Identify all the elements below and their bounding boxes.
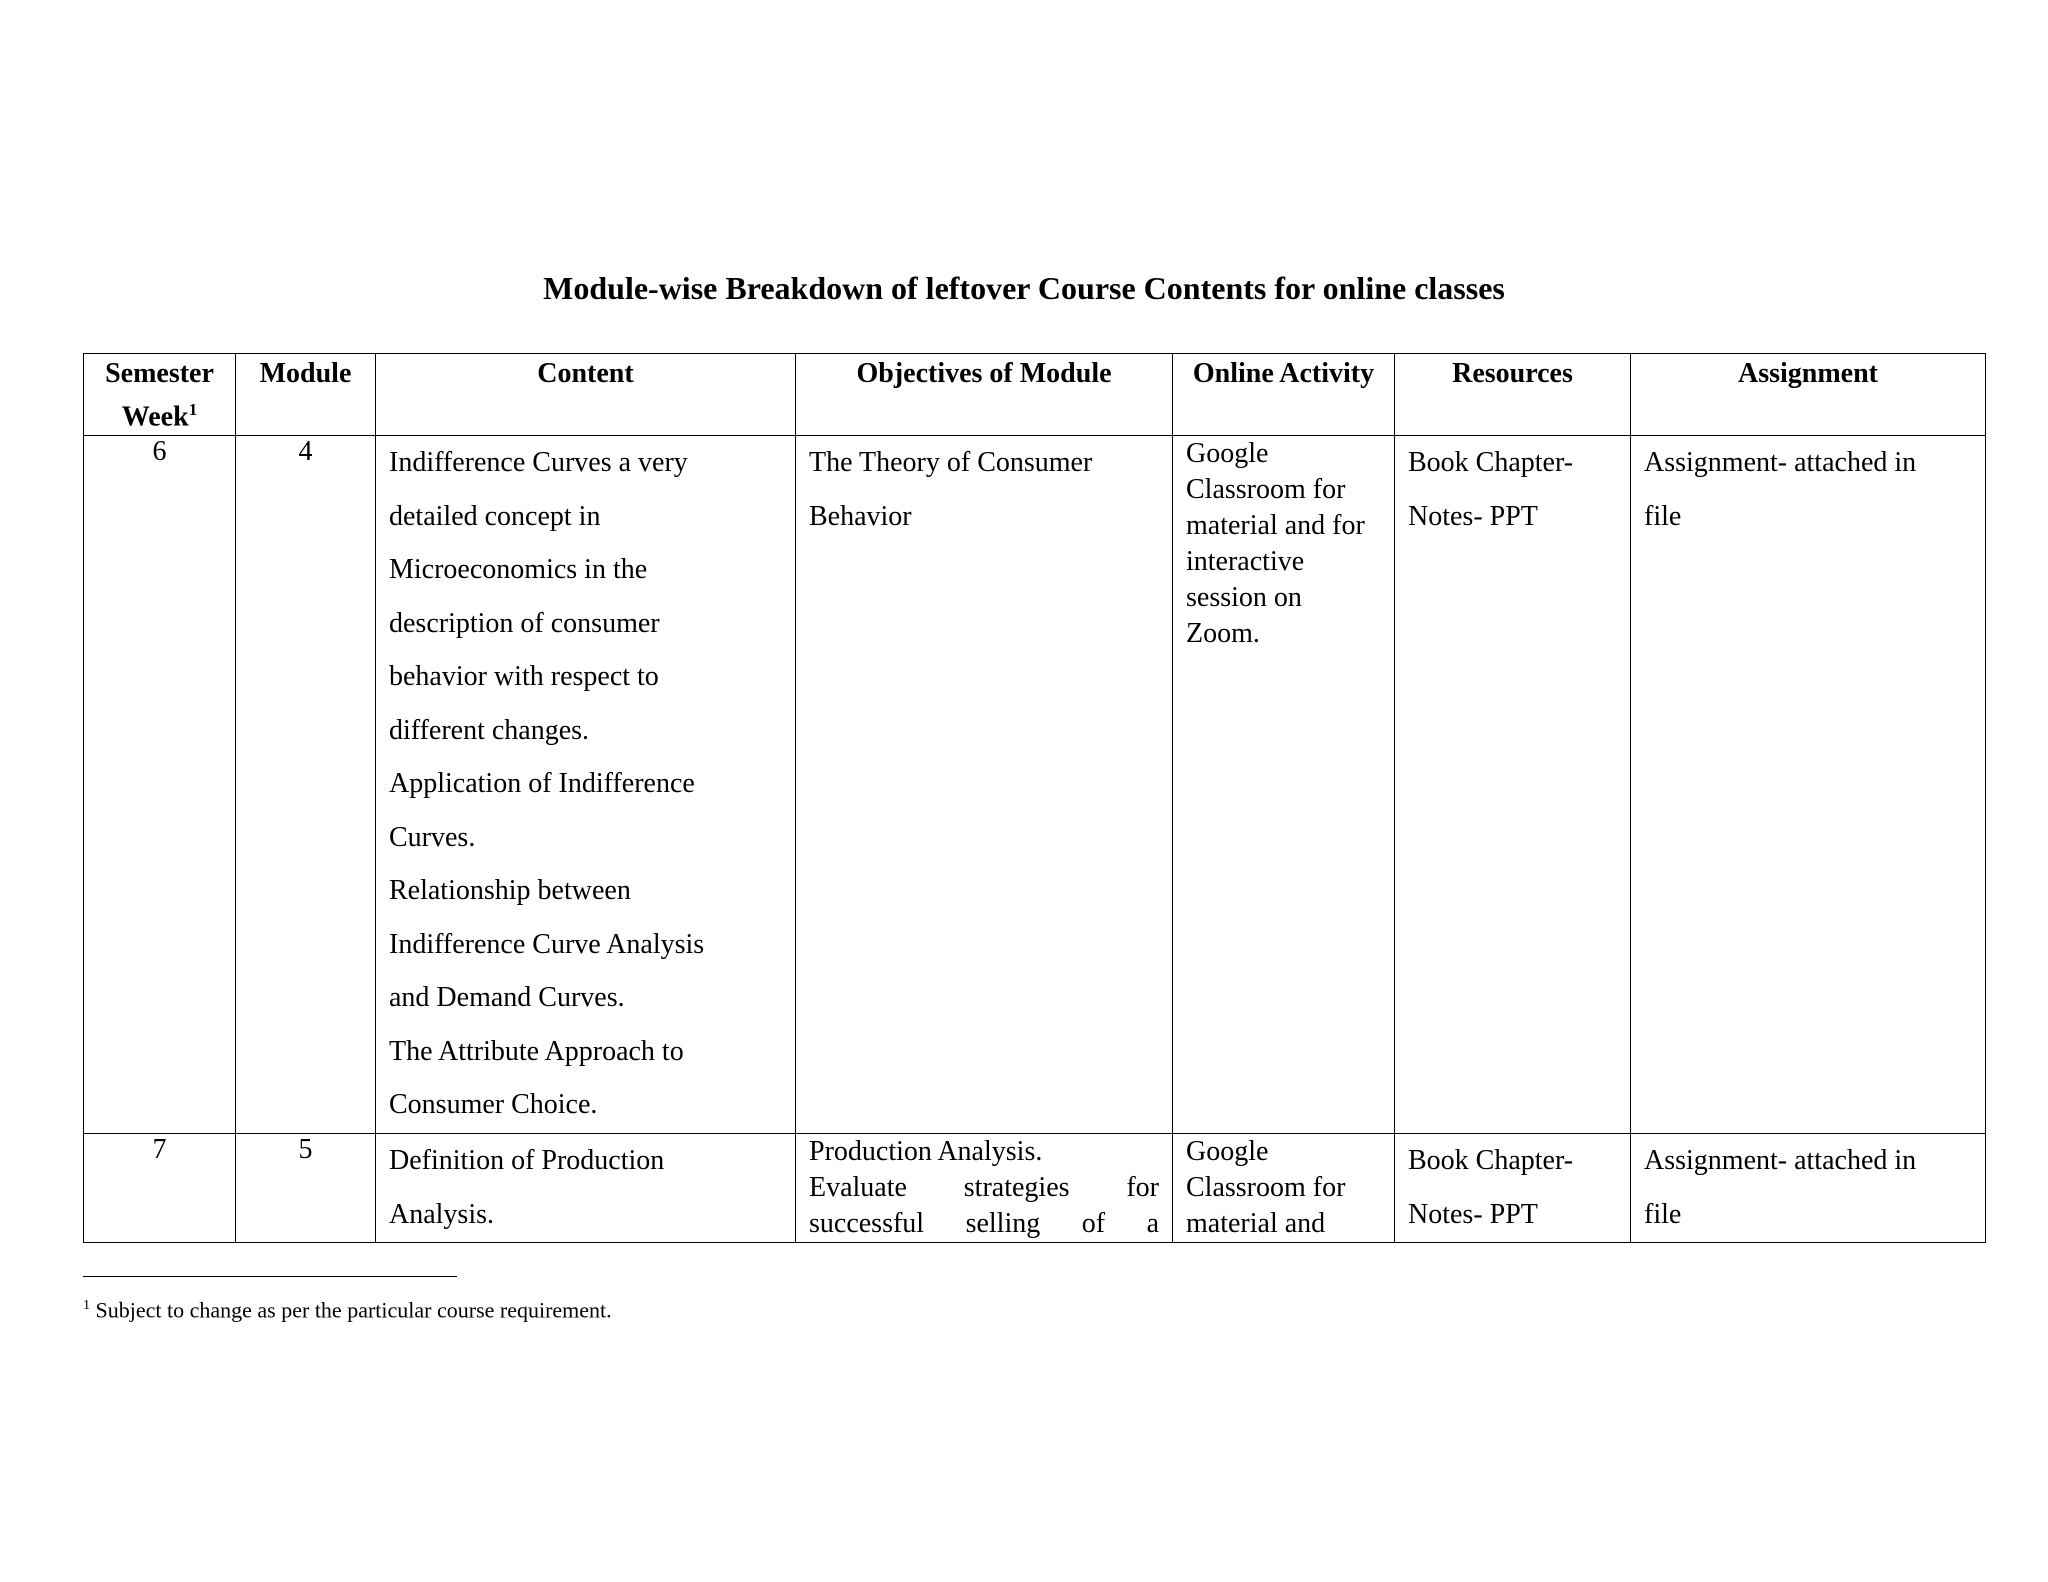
assignment-cell bbox=[1631, 436, 1986, 1134]
online-activity-cell: Google Classroom for material and bbox=[1173, 1134, 1395, 1243]
assignment-line: Assignment- attached in bbox=[1644, 1145, 1917, 1177]
header-content: Content bbox=[376, 354, 796, 436]
footnote bbox=[83, 1292, 612, 1324]
content-line: Application of Indifference bbox=[389, 768, 695, 800]
assignment-line: file bbox=[1644, 1198, 1682, 1230]
table-header-row bbox=[84, 354, 1986, 436]
content-line: Analysis. bbox=[389, 1198, 494, 1230]
page-title: Module-wise Breakdown of leftover Course Contents for online classes bbox=[543, 270, 1505, 306]
footnote-separator bbox=[83, 1276, 457, 1277]
table-row bbox=[84, 1134, 1986, 1243]
resources-line: Notes- PPT bbox=[1408, 1198, 1538, 1230]
header-module: Module bbox=[236, 354, 376, 436]
content-line: Curves. bbox=[389, 821, 476, 853]
footnote-mark: 1 bbox=[83, 1298, 90, 1313]
content-line: detailed concept in bbox=[389, 500, 601, 532]
content-line: Consumer Choice. bbox=[389, 1089, 598, 1121]
assignment-line: Assignment- attached in bbox=[1644, 447, 1917, 479]
resources-cell bbox=[1395, 1134, 1631, 1243]
content-cell bbox=[376, 436, 796, 1134]
resources-line: Notes- PPT bbox=[1408, 500, 1538, 532]
content-line: different changes. bbox=[389, 714, 590, 746]
resources-line: Book Chapter- bbox=[1408, 1145, 1574, 1177]
content-line: The Attribute Approach to bbox=[389, 1035, 684, 1067]
content-line: Indifference Curves a very bbox=[389, 447, 688, 479]
objectives-cell bbox=[796, 1134, 1173, 1243]
content-line: Relationship between bbox=[389, 875, 631, 907]
header-semester-week bbox=[84, 354, 236, 436]
objectives-line: Production Analysis. bbox=[809, 1136, 1043, 1168]
objectives-line: successful selling of a bbox=[809, 1208, 1159, 1240]
footnote-text: Subject to change as per the particular course requirement. bbox=[95, 1297, 612, 1323]
assignment-line: file bbox=[1644, 500, 1682, 532]
header-semester-week-label: Semester Week bbox=[105, 358, 214, 433]
objectives-cell bbox=[796, 436, 1173, 1134]
header-objectives: Objectives of Module bbox=[796, 354, 1173, 436]
course-breakdown-table bbox=[83, 353, 1986, 1243]
content-line: description of consumer bbox=[389, 607, 660, 639]
resources-cell bbox=[1395, 436, 1631, 1134]
week-cell: 6 bbox=[84, 436, 236, 1134]
objectives-line: Behavior bbox=[809, 500, 912, 532]
online-activity-cell: Google Classroom for material and for interactive session on Zoom. bbox=[1173, 436, 1395, 1134]
assignment-cell bbox=[1631, 1134, 1986, 1243]
header-online-activity: Online Activity bbox=[1173, 354, 1395, 436]
objectives-line: The Theory of Consumer bbox=[809, 447, 1093, 479]
content-line: Definition of Production bbox=[389, 1145, 665, 1177]
module-cell: 5 bbox=[236, 1134, 376, 1243]
footnote-reference[interactable]: 1 bbox=[188, 400, 198, 419]
content-line: Microeconomics in the bbox=[389, 554, 648, 586]
content-cell bbox=[376, 1134, 796, 1243]
week-cell: 7 bbox=[84, 1134, 236, 1243]
objectives-line: Evaluate strategies for bbox=[809, 1172, 1159, 1204]
content-line: and Demand Curves. bbox=[389, 982, 625, 1014]
table-row bbox=[84, 436, 1986, 1134]
content-line: Indifference Curve Analysis bbox=[389, 928, 705, 960]
content-line: behavior with respect to bbox=[389, 661, 659, 693]
header-resources: Resources bbox=[1395, 354, 1631, 436]
resources-line: Book Chapter- bbox=[1408, 447, 1574, 479]
module-cell: 4 bbox=[236, 436, 376, 1134]
header-assignment: Assignment bbox=[1631, 354, 1986, 436]
